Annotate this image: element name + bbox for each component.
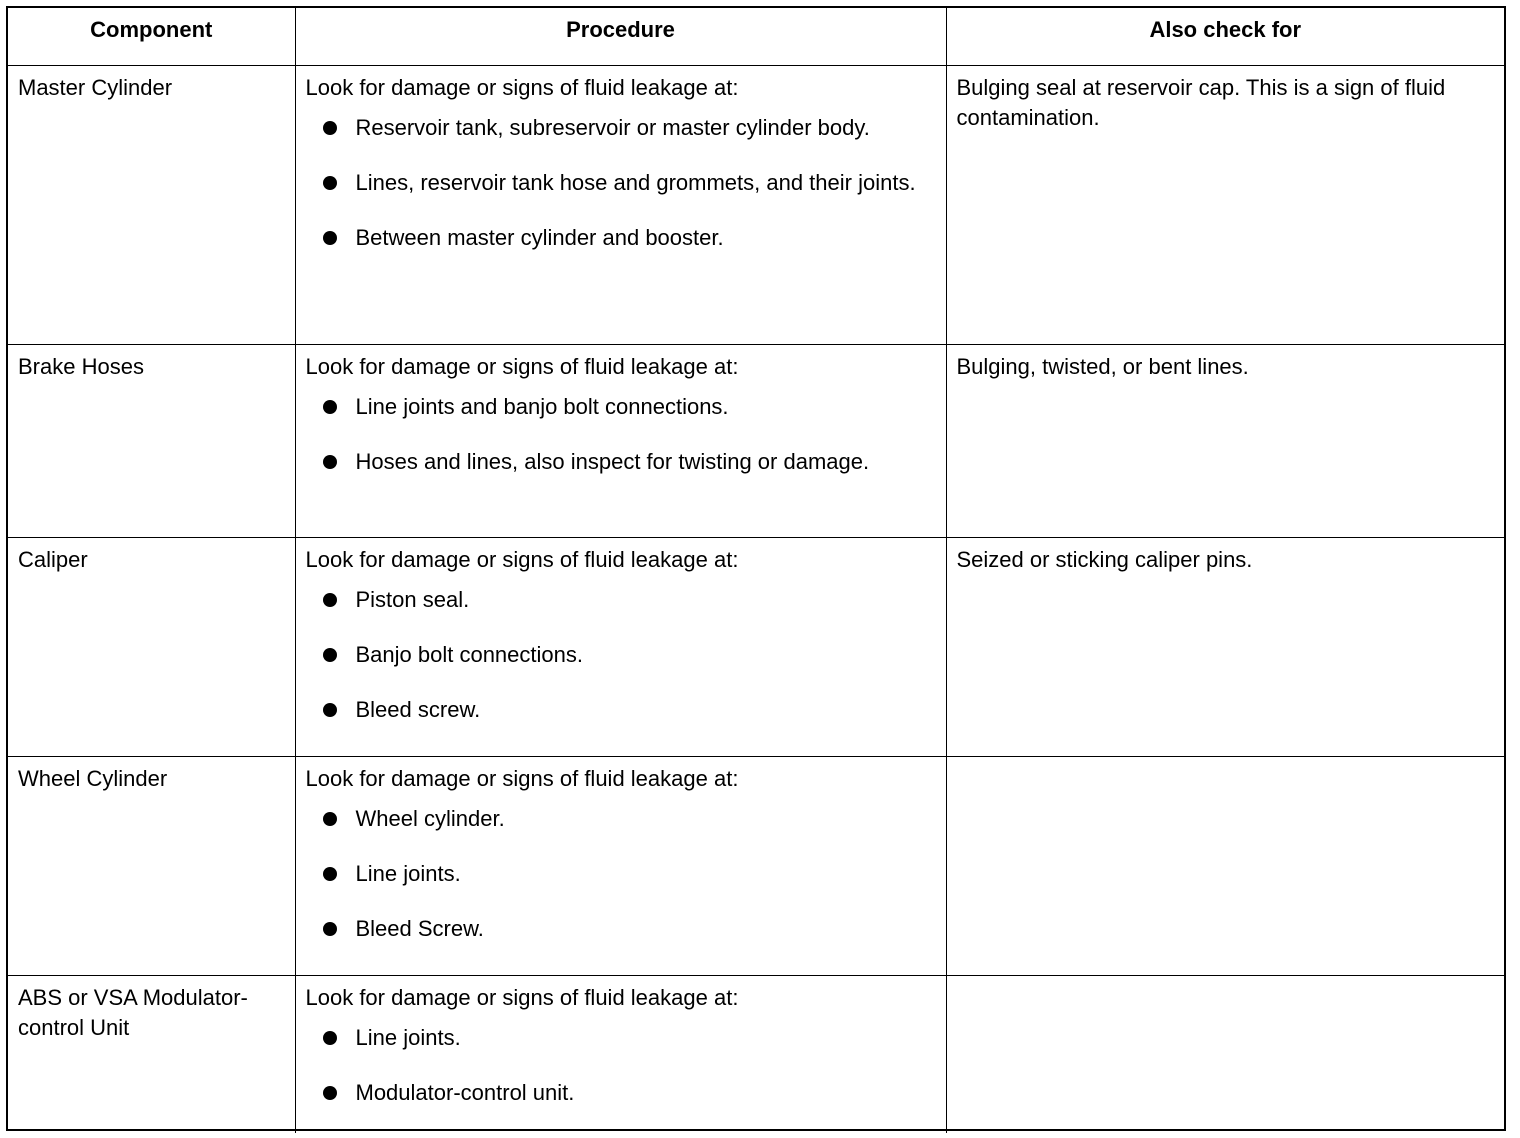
list-item <box>306 695 936 725</box>
header-row <box>8 8 1504 66</box>
also-check-cell: Bulging seal at reservoir cap. This is a sign of fluid contamination. <box>946 66 1504 345</box>
list-item <box>306 1023 936 1053</box>
also-check-cell: Seized or sticking caliper pins. <box>946 538 1504 757</box>
table-row <box>8 538 1504 757</box>
list-item-text: Banjo bolt connections. <box>355 642 583 667</box>
list-item-text: Hoses and lines, also inspect for twisting or damage. <box>355 449 870 474</box>
procedure-intro: Look for damage or signs of fluid leakage at: <box>305 985 739 1010</box>
list-item-text: Reservoir tank, subreservoir or master cylinder body. <box>355 115 870 140</box>
list-item <box>306 223 936 253</box>
bullet-icon <box>323 400 337 414</box>
procedure-cell <box>295 66 946 345</box>
list-item-text: Line joints and banjo bolt connections. <box>355 394 729 419</box>
bullet-icon <box>323 648 337 662</box>
list-item <box>306 447 936 477</box>
component-cell: Brake Hoses <box>8 345 295 538</box>
procedure-intro: Look for damage or signs of fluid leakage at: <box>305 354 739 379</box>
component-cell: ABS or VSA Modulator-control Unit <box>8 976 295 1134</box>
procedure-list <box>306 1023 936 1108</box>
procedure-cell <box>295 976 946 1134</box>
list-item-text: Modulator-control unit. <box>355 1080 575 1105</box>
bullet-icon <box>323 922 337 936</box>
list-item <box>306 168 936 198</box>
bullet-icon <box>323 593 337 607</box>
component-cell: Caliper <box>8 538 295 757</box>
list-item-text: Line joints. <box>355 1025 461 1050</box>
bullet-icon <box>323 176 337 190</box>
table-row <box>8 66 1504 345</box>
also-check-cell <box>946 757 1504 976</box>
list-item <box>306 804 936 834</box>
procedure-cell <box>295 345 946 538</box>
list-item-text: Wheel cylinder. <box>355 806 505 831</box>
list-item <box>306 1078 936 1108</box>
list-item-text: Piston seal. <box>355 587 470 612</box>
bullet-icon <box>323 703 337 717</box>
list-item <box>306 113 936 143</box>
list-item <box>306 392 936 422</box>
procedure-list <box>306 804 936 944</box>
inspection-table-frame <box>6 6 1506 1131</box>
list-item <box>306 585 936 615</box>
procedure-list <box>306 585 936 725</box>
bullet-icon <box>323 121 337 135</box>
table-row <box>8 976 1504 1134</box>
bullet-icon <box>323 812 337 826</box>
procedure-intro: Look for damage or signs of fluid leakage at: <box>305 547 739 572</box>
bullet-icon <box>323 455 337 469</box>
inspection-table <box>8 8 1504 1133</box>
bullet-icon <box>323 1086 337 1100</box>
procedure-cell <box>295 757 946 976</box>
list-item <box>306 640 936 670</box>
table-row <box>8 345 1504 538</box>
list-item <box>306 859 936 889</box>
procedure-list <box>306 113 936 253</box>
list-item-text: Between master cylinder and booster. <box>355 225 724 250</box>
procedure-cell <box>295 538 946 757</box>
list-item-text: Bleed Screw. <box>355 916 484 941</box>
procedure-intro: Look for damage or signs of fluid leakage at: <box>305 766 739 791</box>
header-also-check: Also check for <box>946 8 1504 66</box>
procedure-list <box>306 392 936 477</box>
list-item-text: Line joints. <box>355 861 461 886</box>
list-item-text: Lines, reservoir tank hose and grommets, and their joints. <box>355 170 916 195</box>
also-check-cell: Bulging, twisted, or bent lines. <box>946 345 1504 538</box>
component-cell: Master Cylinder <box>8 66 295 345</box>
header-procedure: Procedure <box>295 8 946 66</box>
procedure-intro: Look for damage or signs of fluid leakage at: <box>305 75 739 100</box>
also-check-cell <box>946 976 1504 1134</box>
bullet-icon <box>323 1031 337 1045</box>
list-item <box>306 914 936 944</box>
component-cell: Wheel Cylinder <box>8 757 295 976</box>
table-row <box>8 757 1504 976</box>
bullet-icon <box>323 867 337 881</box>
list-item-text: Bleed screw. <box>355 697 481 722</box>
header-component: Component <box>8 8 295 66</box>
bullet-icon <box>323 231 337 245</box>
